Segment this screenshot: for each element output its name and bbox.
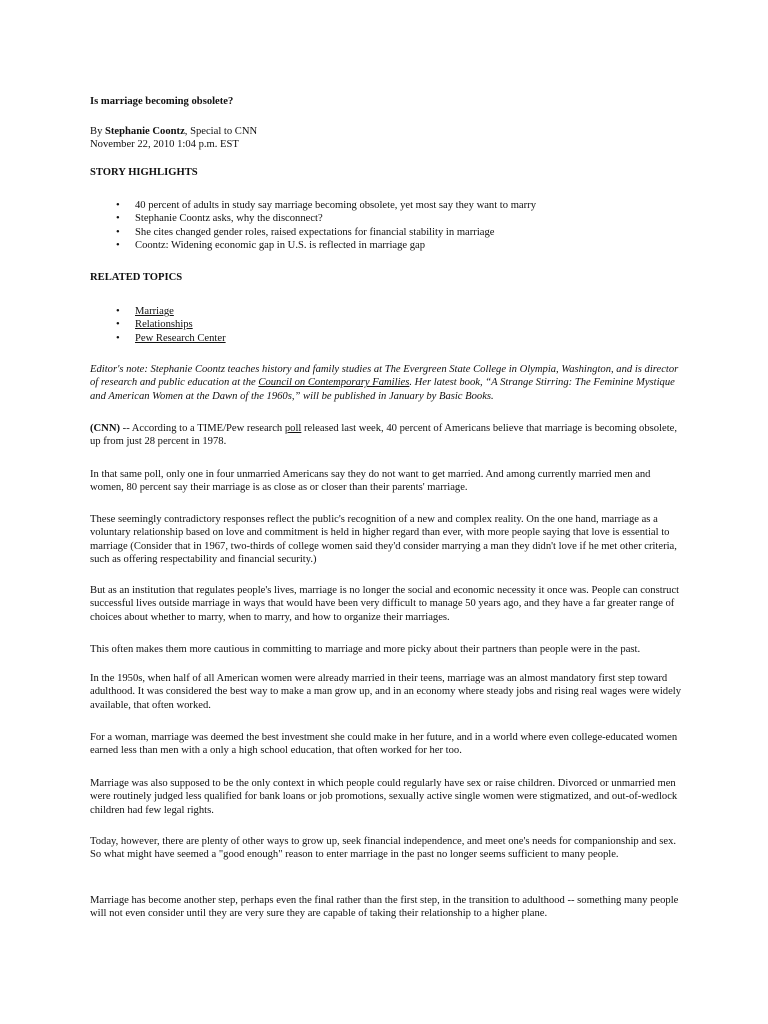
editors-note-text: Editor's note: Stephanie Coontz teaches history and family studies at The Evergreen State College in Olympia, Washington, and is director of research and public education at the <box>90 364 679 389</box>
byline-suffix: , Special to CNN <box>184 126 258 137</box>
paragraph-3: These seemingly contradictory responses reflect the public's recognition of a new and complex reality. On the one hand, marriage as a voluntary relationship based on love and commitment is held in higher regard than ever, with more people saying that love is essential to marriage (Consider that in 1967, two-thirds of college women said they'd consider marrying a man they didn't love if he met other criteria, such as offering respectability and financial security.) <box>90 514 677 566</box>
paragraph-6: In the 1950s, when half of all American women were already married in their teens, marriage was an almost mandatory first step toward adulthood. It was considered the best way to make a man grow up, and in an economy where steady jobs and rising real wages were widely available, that often worked. <box>90 673 682 711</box>
paragraph-4: But as an institution that regulates people's lives, marriage is no longer the social and economic necessity it once was. People can construct successful lives outside marriage in ways that would have been very difficult to manage 50 years ago, and they have a far greater range of choices about whether to marry, when to marry, and how to organize their marriages. <box>90 585 680 623</box>
article-title: Is marriage becoming obsolete? <box>90 96 234 107</box>
related-topic-item <box>90 318 684 331</box>
council-link[interactable]: Council on Contemporary Families <box>258 377 410 389</box>
editors-note <box>90 363 684 403</box>
highlight-item: • Coontz: Widening economic gap in U.S. is reflected in marriage gap <box>90 239 684 252</box>
paragraph-7: For a woman, marriage was deemed the best investment she could make in her future, and in a world where even college-educated women earned less than men with a only a high school education, that often worked for her too. <box>90 732 678 757</box>
highlights-list <box>90 199 684 253</box>
paragraph-2: In that same poll, only one in four unmarried Americans say they do not want to get married. And among currently married men and women, 80 percent say their marriage is as close as or closer than their parents' marriage. <box>90 469 651 494</box>
cnn-dateline: (CNN) <box>90 423 121 434</box>
related-topics-heading: RELATED TOPICS <box>90 272 183 283</box>
related-link-relationships[interactable]: Relationships <box>135 319 193 331</box>
paragraph-1 <box>90 422 684 449</box>
highlight-item: • Stephanie Coontz asks, why the disconnect? <box>90 212 684 225</box>
paragraph-5: This often makes them more cautious in committing to marriage and more picky about their partners than people were in the past. <box>90 644 641 655</box>
paragraph-9: Today, however, there are plenty of other ways to grow up, seek financial independence, and meet one's needs for companionship and sex. So what might have seemed a "good enough" reason to enter marriage in the past no longer seems sufficient to many people. <box>90 836 677 861</box>
highlight-item: • She cites changed gender roles, raised expectations for financial stability in marriage <box>90 226 684 239</box>
p1-text-a: -- According to a TIME/Pew research <box>120 423 285 434</box>
story-highlights-heading: STORY HIGHLIGHTS <box>90 167 198 178</box>
p1-text-b: released last week, 40 percent of Americans believe that marriage is becoming obsolete, up from just 28 percent in 1978. <box>90 423 677 448</box>
related-link-pew-research-center[interactable]: Pew Research Center <box>135 332 226 344</box>
related-link-marriage[interactable]: Marriage <box>135 306 174 317</box>
highlight-item: • 40 percent of adults in study say marriage becoming obsolete, yet most say they want to marry <box>90 199 684 212</box>
poll-link[interactable]: poll <box>284 423 302 434</box>
related-topic-item <box>90 305 684 318</box>
related-topics-list <box>90 305 684 345</box>
editors-note-text-end: . Her latest book, “A Strange Stirring: The Feminine Mystique and American Women at the Dawn of the 1960s,” will be published in January by Basic Books. <box>90 377 675 402</box>
paragraph-10: Marriage has become another step, perhaps even the final rather than the first step, in the transition to adulthood -- something many people will not even consider until they are very sure they are capable of taking their relationship to a higher plane. <box>90 895 679 920</box>
related-topic-item <box>90 332 684 345</box>
paragraph-8: Marriage was also supposed to be the only context in which people could regularly have sex or raise children. Divorced or unmarried men were routinely judged less qualified for bank loans or job promotions, sexually active single women were stigmatized, and out-of-wedlock children had few legal rights. <box>90 778 678 816</box>
byline-prefix: By <box>90 126 106 137</box>
byline <box>90 125 257 152</box>
publish-date: November 22, 2010 1:04 p.m. EST <box>90 139 239 151</box>
author-name: Stephanie Coontz <box>105 126 185 137</box>
